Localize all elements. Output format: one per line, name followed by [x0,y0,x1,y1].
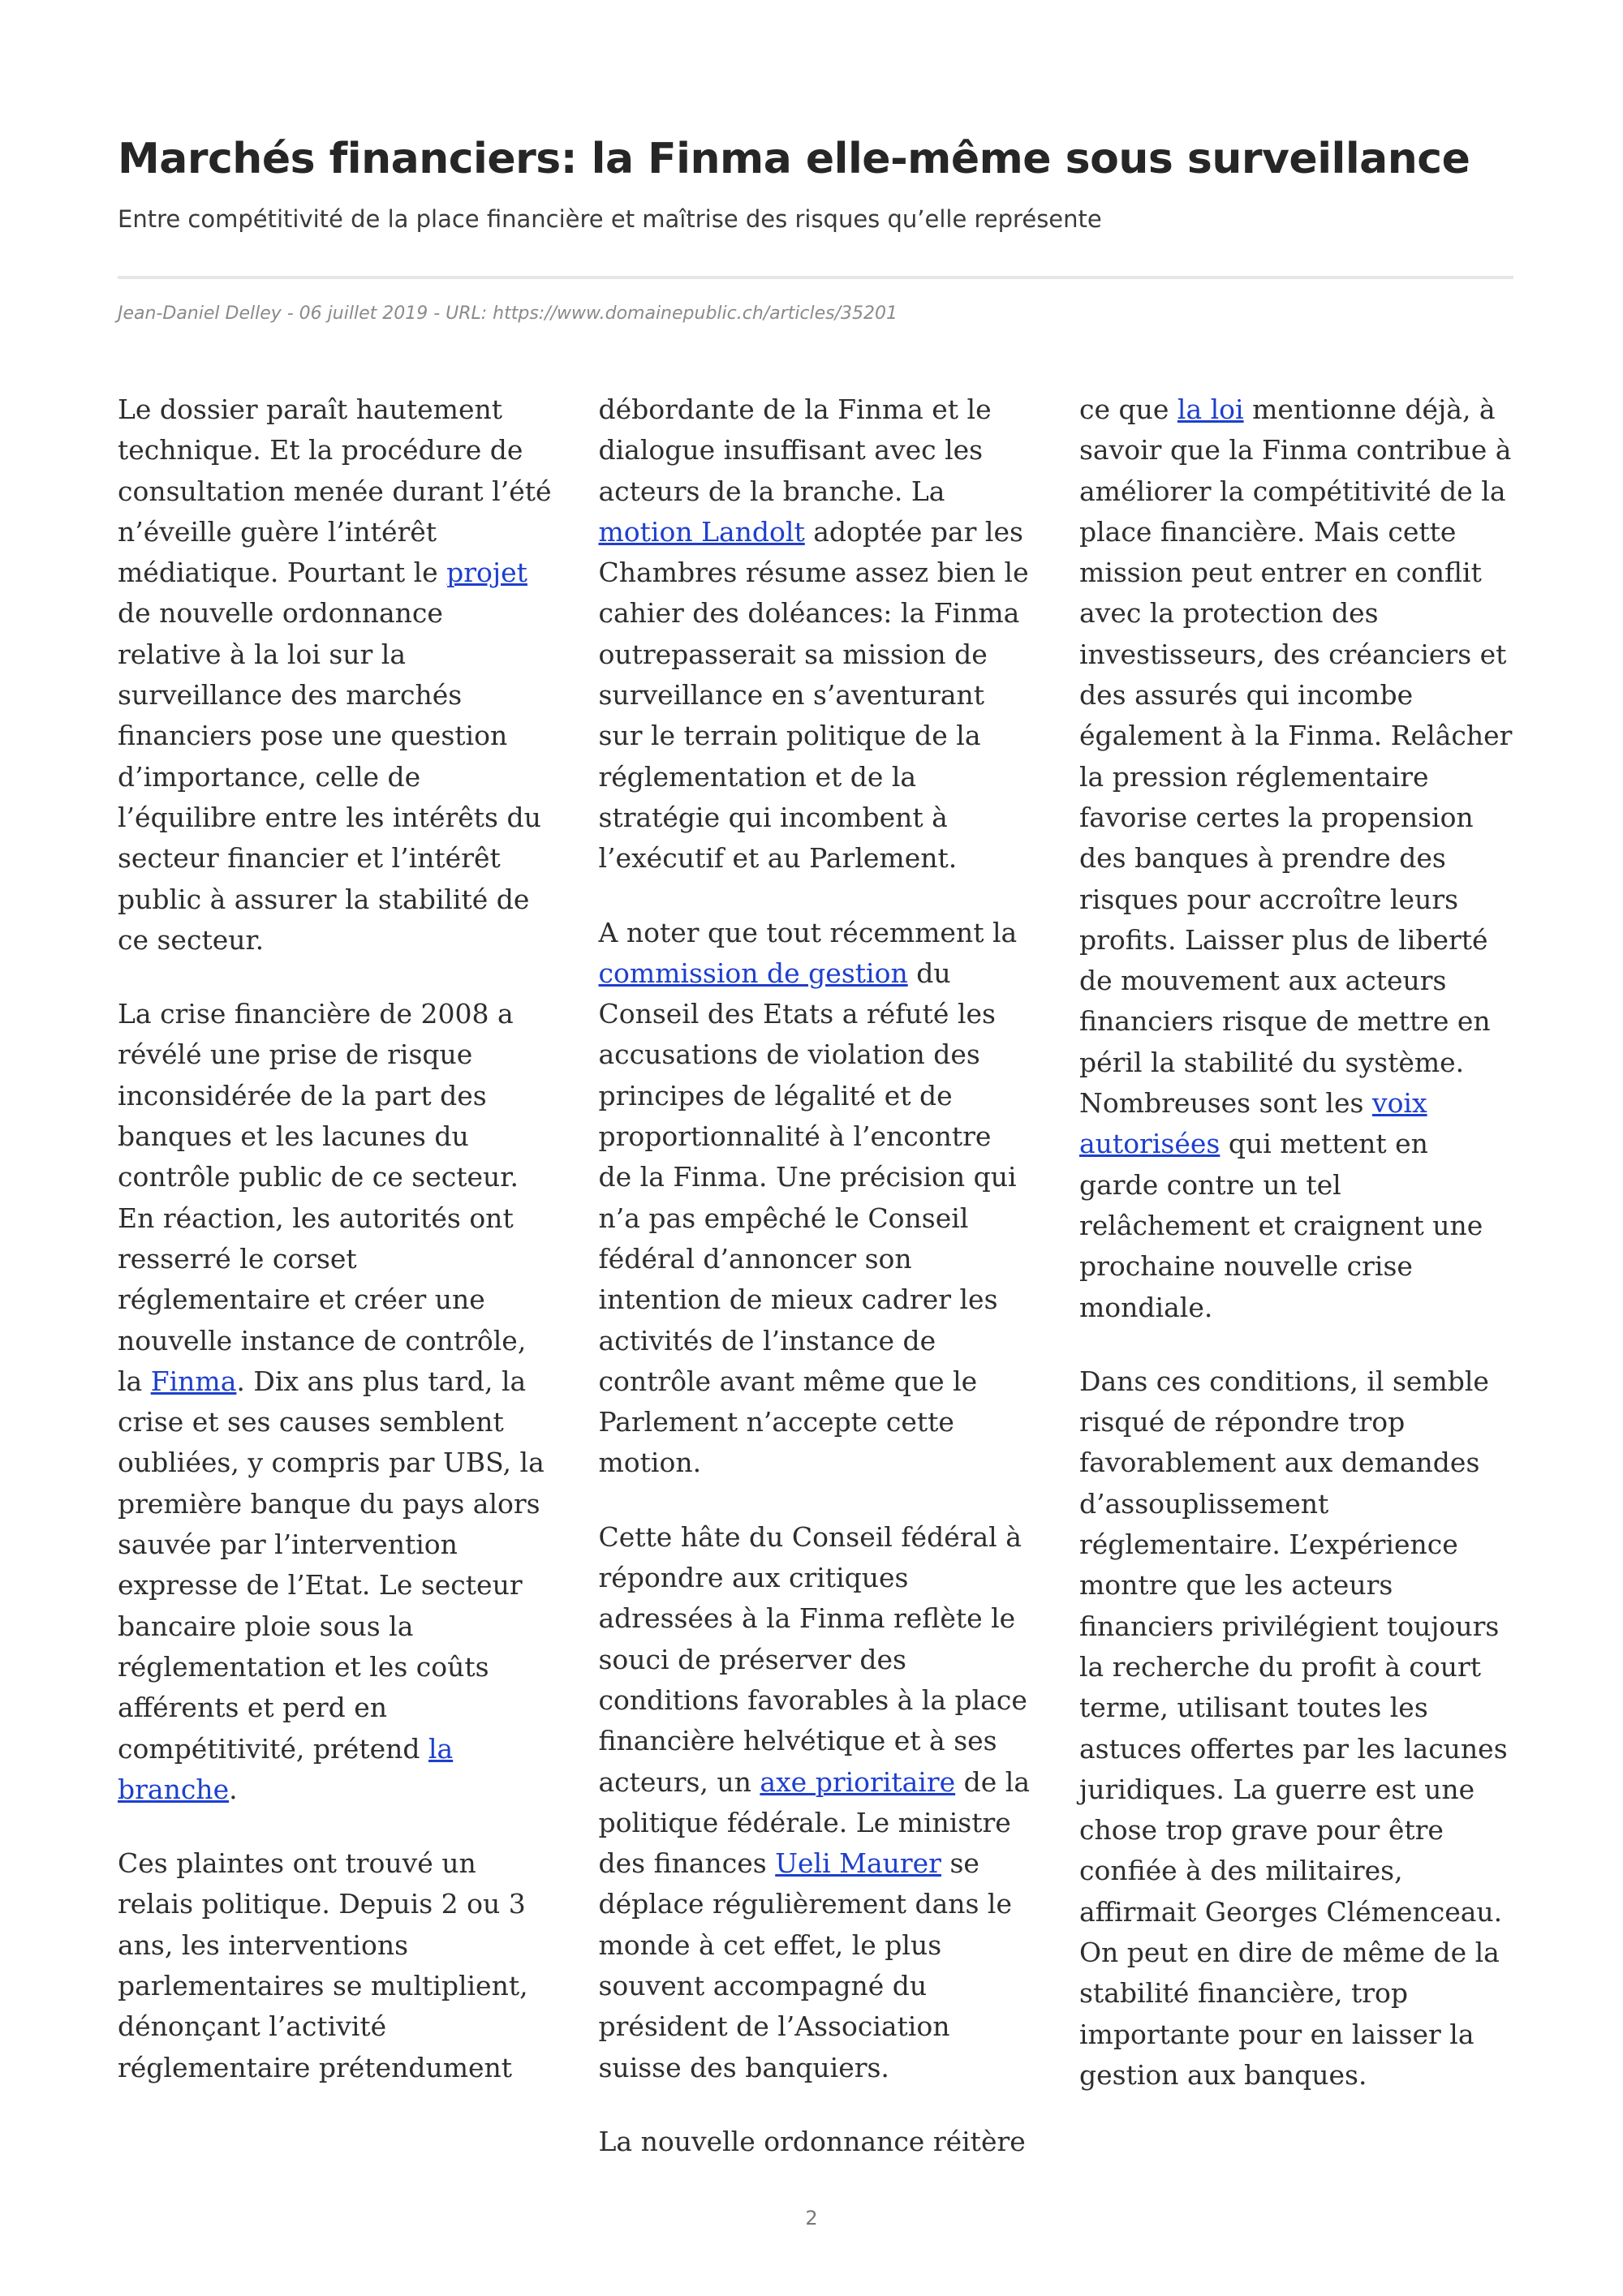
article-subtitle: Entre compétitivité de la place financière et maîtrise des risques qu’elle représente [118,205,1102,233]
paragraph [599,913,1033,1484]
text-run: de la politique fédérale. Le ministre des finances [598,1765,1031,1880]
link-projet[interactable]: projet [446,557,527,589]
page-number: 2 [805,2207,818,2229]
text-run: ce que [1079,393,1177,425]
text-run: Cette hâte du Conseil fédéral à répondre aux critiques adressées à la Finma reflète le souci de préserver des conditions favorables à la place financière helvétique et à ses acteurs, un [598,1520,1027,1798]
paragraph [118,1843,552,2088]
paragraph [118,389,552,961]
text-run: La nouvelle ordonnance réitère [598,2125,1026,2157]
link-finma[interactable]: Finma [150,1365,237,1397]
paragraph [118,994,552,1810]
link-commission-de-gestion[interactable]: commission de gestion [598,957,908,989]
text-run: adoptée par les Chambres résume assez bien le cahier des doléances: la Finma outrepasserait sa mission de surveillance en s’aventurant sur le terrain politique de la réglementation et de la stratégie qui incombent à l’exécutif et au Parlement. [598,515,1029,875]
text-run: La crise financière de 2008 a révélé une prise de risque inconsidérée de la part des banques et les lacunes du contrôle public de ce secteur. En réaction, les autorités ont resserré le corset réglementaire et créer une nouvelle instance de contrôle, la [118,998,527,1397]
article-title: Marchés financiers: la Finma elle-même sous surveillance [118,135,1470,183]
text-run: . [229,1773,238,1805]
link-axe-prioritaire[interactable]: axe prioritaire [760,1765,956,1798]
paragraph [1079,389,1513,1328]
text-run: de nouvelle ordonnance relative à la loi sur la surveillance des marchés financiers pose une question d’importance, celle de l’équilibre entre les intérêts du secteur financier et l’intérêt public à assurer la stabilité de ce secteur. [118,597,541,956]
link-ueli-maurer[interactable]: Ueli Maurer [775,1847,941,1880]
article-body [118,389,1513,2157]
text-run: Dans ces conditions, il semble risqué de répondre trop favorablement aux demandes d’assouplissement réglementaire. L’expérience montre que les acteurs financiers privilégient toujours la recherche du profit à court terme, utilisant toutes les astuces offertes par les lacunes juridiques. La guerre est une chose trop grave pour être confiée à des militaires, affirmait Georges Clémenceau. On peut en dire de même de la stabilité financière, trop importante pour en laisser la gestion aux banques. [1079,1365,1508,2091]
article-byline: Jean-Daniel Delley - 06 juillet 2019 - URL: https://www.domainepublic.ch/articles/35201 [118,303,898,324]
text-run: . Dix ans plus tard, la crise et ses causes semblent oubliées, y compris par UBS, la première banque du pays alors sauvée par l’intervention expresse de l’Etat. Le secteur bancaire ploie sous la réglementation et les coûts afférents et perd en compétitivité, prétend [118,1365,545,1765]
text-run: qui mettent en garde contre un tel relâchement et craignent une prochaine nouvelle crise mondiale. [1079,1128,1483,1323]
paragraph [1079,1361,1513,2096]
column-1 [118,389,552,2118]
text-run: du Conseil des Etats a réfuté les accusations de violation des principes de légalité et de proportionnalité à l’encontre de la Finma. Une précision qui n’a pas empêché le Conseil fédéral d’annoncer son intention de mieux cadrer les activités de l’instance de contrôle avant même que le Parlement n’accepte cette motion. [598,957,1017,1479]
article-header [118,130,1513,237]
text-run: Ces plaintes ont trouvé un relais politique. Depuis 2 ou 3 ans, les interventions parlementaires se multiplient, dénonçant l’activité réglementaire prétendument [118,1847,528,2083]
paragraph [599,389,1033,879]
column-2 [598,389,1033,2157]
link-voix-autorisees[interactable]: voix autorisées [1079,1087,1427,1160]
text-run: se déplace régulièrement dans le monde à cet effet, le plus souvent accompagné du président de l’Association suisse des banquiers. [598,1847,1013,2083]
paragraph [599,2122,1033,2162]
paragraph [599,1517,1033,2088]
column-3 [1079,389,1513,2118]
text-run: débordante de la Finma et le dialogue insuffisant avec les acteurs de la branche. La [598,393,992,507]
header-divider [118,276,1513,279]
link-la-loi[interactable]: la loi [1177,393,1244,425]
text-run: mentionne déjà, à savoir que la Finma contribue à améliorer la compétitivité de la place financière. Mais cette mission peut entrer en conflit avec la protection des investisseurs, des créanciers et des assurés qui incombe également à la Finma. Relâcher la pression réglementaire favorise certes la propension des banques à prendre des risques pour accroître leurs profits. Laisser plus de liberté de mouvement aux acteurs financiers risque de mettre en péril la stabilité du système. Nombreuses sont les [1079,393,1513,1120]
text-run: A noter que tout récemment la [598,916,1018,948]
link-motion-landolt[interactable]: motion Landolt [598,515,805,548]
link-la-branche[interactable]: la branche [118,1732,454,1805]
text-run: Le dossier paraît hautement technique. Et la procédure de consultation menée durant l’été n’éveille guère l’intérêt médiatique. Pourtant le [118,393,552,589]
